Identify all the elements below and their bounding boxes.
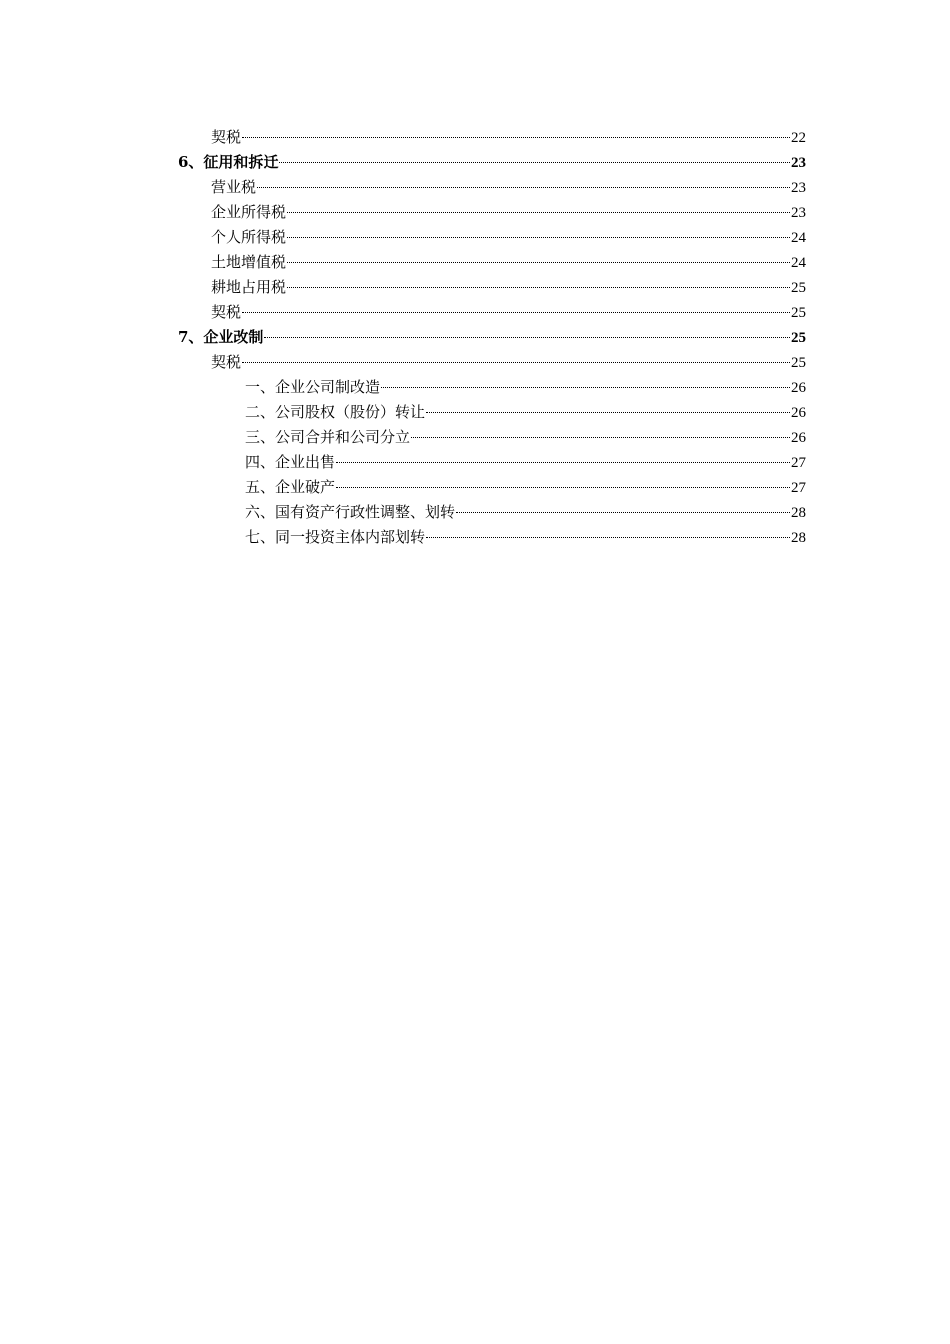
toc-entry-page: 23 [791, 180, 806, 196]
toc-entry-page: 26 [791, 430, 806, 446]
toc-entry-title: 企业所得税 [211, 203, 287, 221]
toc-entry[interactable] [178, 300, 806, 325]
toc-dot-leader [381, 386, 790, 388]
toc-entry-page: 22 [791, 130, 806, 146]
toc-entry-page: 28 [791, 530, 806, 546]
toc-entry-page: 23 [791, 205, 806, 221]
toc-entry-title: 四、企业出售 [245, 453, 336, 471]
toc-entry-title: 五、企业破产 [245, 478, 336, 496]
toc-entry-page: 25 [791, 355, 806, 371]
toc-entry-title: 三、公司合并和公司分立 [245, 428, 411, 446]
toc-entry-page: 25 [791, 305, 806, 321]
toc-entry-title: 契税 [211, 353, 242, 371]
toc-entry[interactable] [178, 125, 806, 150]
toc-dot-leader [242, 311, 790, 313]
toc-dot-leader [336, 486, 790, 488]
toc-entry-title: 二、公司股权（股份）转让 [245, 403, 426, 421]
toc-dot-leader [279, 161, 790, 163]
toc-entry[interactable] [178, 250, 806, 275]
toc-entry-page: 26 [791, 405, 806, 421]
toc-entry[interactable] [178, 450, 806, 475]
toc-dot-leader [257, 186, 790, 188]
toc-entry[interactable] [178, 375, 806, 400]
toc-entry-page: 28 [791, 505, 806, 521]
toc-entry-title: 契税 [211, 128, 242, 146]
toc-entry-title: 营业税 [211, 178, 257, 196]
toc-entry-page: 24 [791, 255, 806, 271]
toc-entry-page: 27 [791, 480, 806, 496]
toc-dot-leader [336, 461, 790, 463]
toc-dot-leader [411, 436, 790, 438]
toc-entry-page: 26 [791, 380, 806, 396]
toc-entry-title: 一、企业公司制改造 [245, 378, 381, 396]
toc-entry-title: 契税 [211, 303, 242, 321]
toc-dot-leader [287, 236, 790, 238]
toc-entry[interactable] [178, 425, 806, 450]
table-of-contents [178, 125, 806, 550]
toc-dot-leader [426, 411, 790, 413]
toc-entry-title: 土地增值税 [211, 253, 287, 271]
toc-entry[interactable] [178, 325, 806, 350]
toc-dot-leader [242, 361, 790, 363]
toc-dot-leader [287, 261, 790, 263]
toc-entry-title: 个人所得税 [211, 228, 287, 246]
toc-entry-page: 27 [791, 455, 806, 471]
toc-entry[interactable] [178, 475, 806, 500]
toc-dot-leader [287, 211, 790, 213]
toc-entry[interactable] [178, 400, 806, 425]
toc-dot-leader [287, 286, 790, 288]
toc-entry[interactable] [178, 175, 806, 200]
toc-entry[interactable] [178, 150, 806, 175]
toc-dot-leader [242, 136, 790, 138]
toc-entry[interactable] [178, 225, 806, 250]
toc-dot-leader [426, 536, 790, 538]
toc-entry[interactable] [178, 500, 806, 525]
toc-entry[interactable] [178, 350, 806, 375]
toc-entry-title: 七、同一投资主体内部划转 [245, 528, 426, 546]
toc-entry[interactable] [178, 525, 806, 550]
toc-entry-title: 6、征用和拆迁 [178, 153, 279, 171]
toc-entry-page: 25 [791, 330, 806, 346]
toc-entry-title: 六、国有资产行政性调整、划转 [245, 503, 456, 521]
toc-entry-page: 23 [791, 155, 806, 171]
toc-dot-leader [264, 336, 790, 338]
toc-entry-title: 耕地占用税 [211, 278, 287, 296]
toc-entry-title: 7、企业改制 [178, 328, 264, 346]
toc-entry-page: 24 [791, 230, 806, 246]
toc-entry[interactable] [178, 275, 806, 300]
toc-entry[interactable] [178, 200, 806, 225]
toc-entry-page: 25 [791, 280, 806, 296]
toc-dot-leader [456, 511, 790, 513]
